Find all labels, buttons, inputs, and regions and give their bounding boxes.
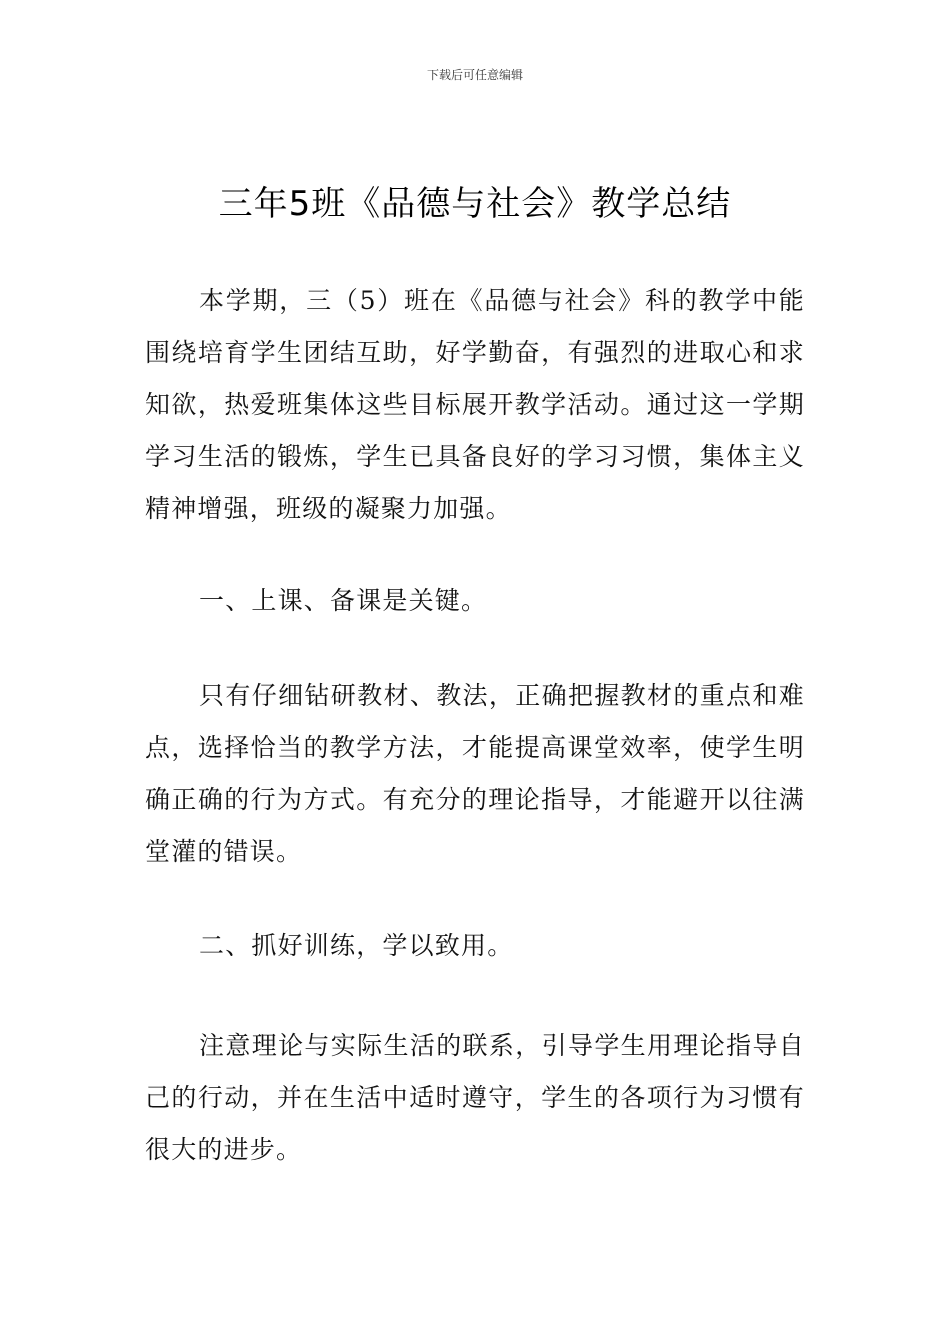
document-title: 三年5班《品德与社会》教学总结 <box>218 184 732 224</box>
intro-paragraph: 本学期，三（5）班在《品德与社会》科的教学中能围绕培育学生团结互助，好学勤奋，有强烈的进取心和求知欲，热爱班集体这些目标展开教学活动。通过这一学期学习生活的锻炼，学生已具备良好的学习习惯，集体主义精神增强，班级的凝聚力加强。 <box>145 286 805 523</box>
section-1-paragraph: 只有仔细钻研教材、教法，正确把握教材的重点和难点，选择恰当的教学方法，才能提高课堂效率，使学生明确正确的行为方式。有充分的理论指导，才能避开以往满堂灌的错误。 <box>145 681 805 866</box>
section-2-paragraph: 注意理论与实际生活的联系，引导学生用理论指导自己的行动，并在生活中适时遵守，学生的各项行为习惯有很大的进步。 <box>145 1031 805 1164</box>
section-1-heading: 一、上课、备课是关键。 <box>199 586 488 615</box>
section-2-heading: 二、抓好训练，学以致用。 <box>199 931 514 960</box>
header-note: 下载后可任意编辑 <box>426 68 523 82</box>
